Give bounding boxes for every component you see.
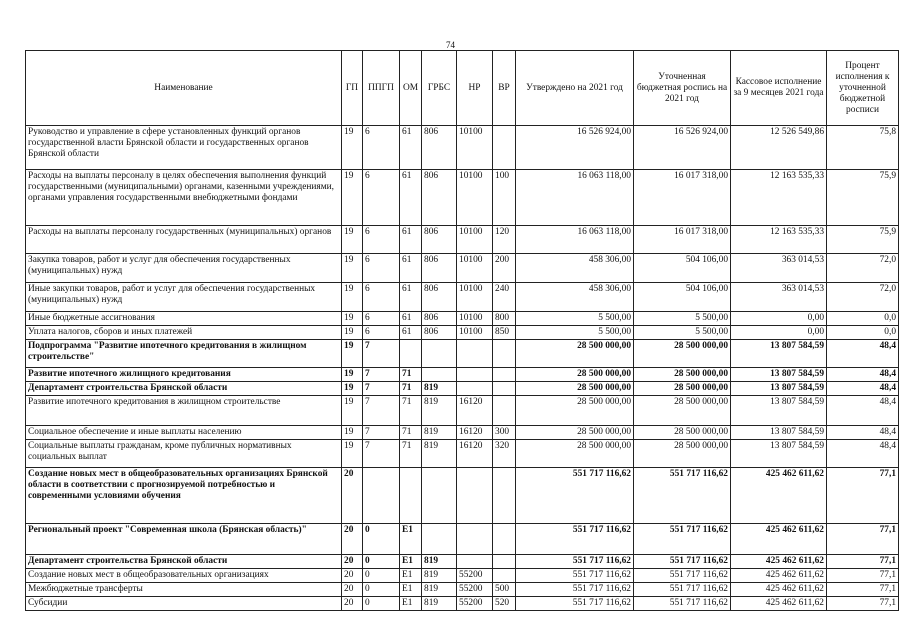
table-cell: 20 [342,555,363,569]
table-cell: 16 526 924,00 [516,126,634,170]
table-cell: 551 717 116,62 [634,583,731,597]
table-cell: 551 717 116,62 [516,569,634,583]
table-cell: Развитие ипотечного кредитования в жилищном строительстве [26,396,342,426]
table-cell: 61 [400,170,422,226]
page-number: 74 [446,40,455,50]
table-cell: 55200 [457,597,493,611]
table-cell: Иные бюджетные ассигнования [26,312,342,326]
table-cell: 48,4 [827,440,899,468]
table-cell: 77,1 [827,468,899,524]
table-cell: 16 017 318,00 [634,170,731,226]
table-cell: 806 [422,226,457,254]
table-cell: 20 [342,583,363,597]
table-row [26,583,899,597]
table-cell: 551 717 116,62 [634,597,731,611]
table-cell: Межбюджетные трансферты [26,583,342,597]
table-cell: 28 500 000,00 [516,440,634,468]
table-cell: 55200 [457,583,493,597]
table-cell: 5 500,00 [516,312,634,326]
table-cell: 19 [342,426,363,440]
table-cell: 7 [363,368,400,382]
table-cell: 10100 [457,170,493,226]
table-cell: 5 500,00 [634,312,731,326]
table-row [26,283,899,312]
table-cell: 75,8 [827,126,899,170]
table-row [26,569,899,583]
table-row [26,226,899,254]
table-cell: 12 163 535,33 [731,226,827,254]
table-cell: 19 [342,226,363,254]
table-cell: 13 807 584,59 [731,368,827,382]
table-cell: 12 526 549,86 [731,126,827,170]
table-cell: 6 [363,326,400,340]
table-cell: 7 [363,396,400,426]
table-cell: 16 017 318,00 [634,226,731,254]
table-cell: 20 [342,468,363,524]
table-cell: 425 462 611,62 [731,555,827,569]
table-cell [422,468,457,524]
table-cell: 20 [342,524,363,555]
header-cell: Процент исполнения к уточненной бюджетной росписи [827,51,899,126]
table-cell: 48,4 [827,368,899,382]
table-cell: Подпрограмма "Развитие ипотечного кредитования в жилищном строительстве" [26,340,342,368]
table-cell: Создание новых мест в общеобразовательных организациях Брянской области в соответствии с прогнозируемой потребностью и современными условиями обучения [26,468,342,524]
header-cell: Уточненная бюджетная роспись на 2021 год [634,51,731,126]
table-cell: 806 [422,326,457,340]
table-cell: 0 [363,569,400,583]
table-cell: 0,0 [827,312,899,326]
table-cell: 19 [342,440,363,468]
table-cell: 806 [422,312,457,326]
table-cell: E1 [400,597,422,611]
table-row [26,396,899,426]
table-cell [457,524,493,555]
table-cell: E1 [400,583,422,597]
table-cell [493,555,516,569]
table-cell: 28 500 000,00 [634,396,731,426]
table-row [26,170,899,226]
table-cell [493,468,516,524]
table-cell: 28 500 000,00 [516,426,634,440]
table-body [26,126,899,611]
header-cell: НР [457,51,493,126]
table-cell: 19 [342,340,363,368]
table-cell [493,569,516,583]
table-cell: 320 [493,440,516,468]
table-row [26,326,899,340]
table-row [26,368,899,382]
table-cell: 28 500 000,00 [516,396,634,426]
table-cell [457,382,493,396]
header-cell: ГП [342,51,363,126]
table-cell [493,524,516,555]
table-cell [493,126,516,170]
table-cell: 819 [422,583,457,597]
table-cell: 551 717 116,62 [516,468,634,524]
table-cell: 77,1 [827,583,899,597]
budget-table [25,50,899,611]
table-cell: 75,9 [827,170,899,226]
table-cell [493,396,516,426]
table-cell: 16 063 118,00 [516,226,634,254]
table-cell: 71 [400,382,422,396]
table-row [26,597,899,611]
table-cell: 28 500 000,00 [634,340,731,368]
table-cell [400,468,422,524]
table-cell: 71 [400,396,422,426]
table-cell: Иные закупки товаров, работ и услуг для обеспечения государственных (муниципальных) нужд [26,283,342,312]
header-cell: Наименование [26,51,342,126]
table-cell: E1 [400,524,422,555]
table-cell: 300 [493,426,516,440]
table-cell: 551 717 116,62 [634,468,731,524]
table-cell: 819 [422,426,457,440]
table-cell: 20 [342,597,363,611]
table-cell: 61 [400,326,422,340]
table-cell [457,340,493,368]
table-cell: Департамент строительства Брянской области [26,382,342,396]
header-cell: ГРБС [422,51,457,126]
table-cell: 0,00 [731,326,827,340]
table-cell: 48,4 [827,396,899,426]
table-cell: 551 717 116,62 [516,583,634,597]
table-cell: 551 717 116,62 [634,524,731,555]
table-cell: 16 063 118,00 [516,170,634,226]
table-cell: 20 [342,569,363,583]
table-cell: 61 [400,254,422,283]
table-row [26,340,899,368]
table-cell: 10100 [457,326,493,340]
table-cell: 61 [400,283,422,312]
table-cell: 71 [400,426,422,440]
table-cell: 0 [363,583,400,597]
table-cell: 7 [363,440,400,468]
table-cell [493,340,516,368]
table-cell: 7 [363,340,400,368]
table-cell: 48,4 [827,382,899,396]
table-cell: 120 [493,226,516,254]
table-cell: 28 500 000,00 [634,426,731,440]
table-row [26,555,899,569]
table-cell: 806 [422,170,457,226]
table-cell: 28 500 000,00 [634,368,731,382]
table-cell: 806 [422,126,457,170]
table-cell: 850 [493,326,516,340]
table-cell: 19 [342,126,363,170]
table-cell: 551 717 116,62 [516,597,634,611]
table-row [26,426,899,440]
table-cell: 61 [400,126,422,170]
table-row [26,440,899,468]
table-cell: 5 500,00 [516,326,634,340]
table-cell: 16120 [457,440,493,468]
table-cell: Социальное обеспечение и иные выплаты населению [26,426,342,440]
table-cell [457,555,493,569]
table-cell [400,340,422,368]
table-cell: 819 [422,569,457,583]
table-cell: 240 [493,283,516,312]
table-cell: 72,0 [827,283,899,312]
table-cell: 551 717 116,62 [516,524,634,555]
table-cell: 551 717 116,62 [634,555,731,569]
header-row [26,51,899,126]
table-cell: 819 [422,440,457,468]
table-cell: 7 [363,426,400,440]
table-cell: 28 500 000,00 [516,368,634,382]
header-cell: Утверждено на 2021 год [516,51,634,126]
table-cell: 500 [493,583,516,597]
table-cell: 819 [422,555,457,569]
table-cell: 19 [342,396,363,426]
table-cell: 19 [342,326,363,340]
table-cell: 363 014,53 [731,283,827,312]
table-cell: Расходы на выплаты персоналу государственных (муниципальных) органов [26,226,342,254]
table-cell: 819 [422,382,457,396]
table-cell: 13 807 584,59 [731,426,827,440]
table-row [26,254,899,283]
table-cell: 100 [493,170,516,226]
table-cell [422,340,457,368]
table-cell: 551 717 116,62 [516,555,634,569]
table-cell: 458 306,00 [516,283,634,312]
table-cell: 10100 [457,226,493,254]
table-cell: Развитие ипотечного жилищного кредитования [26,368,342,382]
table-cell: 0,00 [731,312,827,326]
table-cell: Региональный проект "Современная школа (Брянская область)" [26,524,342,555]
table-cell: 55200 [457,569,493,583]
table-cell: 363 014,53 [731,254,827,283]
table-cell: 77,1 [827,524,899,555]
table-cell: 425 462 611,62 [731,524,827,555]
table-cell: 19 [342,382,363,396]
table-cell: 77,1 [827,555,899,569]
table-row [26,126,899,170]
header-cell: ОМ [400,51,422,126]
table-cell: 16120 [457,426,493,440]
table-cell [422,524,457,555]
table-cell [493,368,516,382]
table-cell: 71 [400,440,422,468]
table-cell: 71 [400,368,422,382]
table-cell: 425 462 611,62 [731,569,827,583]
table-cell [363,468,400,524]
table-cell: 425 462 611,62 [731,583,827,597]
table-cell: 19 [342,312,363,326]
table-cell: 504 106,00 [634,283,731,312]
table-cell: 200 [493,254,516,283]
table-cell [457,468,493,524]
table-cell: 16120 [457,396,493,426]
table-cell: 10100 [457,126,493,170]
table-cell: 504 106,00 [634,254,731,283]
table-cell: 6 [363,170,400,226]
table-cell: 0 [363,597,400,611]
table-cell: 28 500 000,00 [516,340,634,368]
table-cell: Закупка товаров, работ и услуг для обеспечения государственных (муниципальных) нужд [26,254,342,283]
table-cell: Социальные выплаты гражданам, кроме публичных нормативных социальных выплат [26,440,342,468]
table-cell: 72,0 [827,254,899,283]
table-cell: 16 526 924,00 [634,126,731,170]
table-row [26,382,899,396]
table-cell: Создание новых мест в общеобразовательных организациях [26,569,342,583]
table-cell [457,368,493,382]
table-row [26,468,899,524]
table-cell: 19 [342,283,363,312]
table-cell: Субсидии [26,597,342,611]
table-cell: 6 [363,126,400,170]
table-cell: Уплата налогов, сборов и иных платежей [26,326,342,340]
table-cell [422,368,457,382]
table-cell: 0,0 [827,326,899,340]
table-cell: 800 [493,312,516,326]
table-cell: E1 [400,569,422,583]
table-cell: 520 [493,597,516,611]
table-cell: 0 [363,555,400,569]
header-cell: ППГП [363,51,400,126]
table-cell: 10100 [457,312,493,326]
table-cell: 75,9 [827,226,899,254]
table-cell: 12 163 535,33 [731,170,827,226]
table-cell: 6 [363,312,400,326]
table-cell: Расходы на выплаты персоналу в целях обеспечения выполнения функций государственными (муниципальными) органами, казенными учреждениями, органами управления государственными внебюджетными фондами [26,170,342,226]
table-cell: E1 [400,555,422,569]
table-cell: 19 [342,170,363,226]
table-cell: 28 500 000,00 [516,382,634,396]
table-cell: 6 [363,283,400,312]
table-cell: 425 462 611,62 [731,597,827,611]
header-cell: Кассовое исполнение за 9 месяцев 2021 года [731,51,827,126]
table-cell: 77,1 [827,597,899,611]
table-cell: 48,4 [827,426,899,440]
table-cell: 819 [422,597,457,611]
table-cell: 13 807 584,59 [731,396,827,426]
table-cell: 819 [422,396,457,426]
table-cell: 10100 [457,283,493,312]
table-cell: 806 [422,254,457,283]
table-cell: 28 500 000,00 [634,440,731,468]
table-cell: 0 [363,524,400,555]
table-row [26,312,899,326]
table-cell: Департамент строительства Брянской области [26,555,342,569]
table-cell: 61 [400,226,422,254]
table-cell: 7 [363,382,400,396]
table-cell: 425 462 611,62 [731,468,827,524]
table-cell: 19 [342,368,363,382]
table-cell: 6 [363,254,400,283]
table-cell: 48,4 [827,340,899,368]
table-cell: 19 [342,254,363,283]
table-cell: 551 717 116,62 [634,569,731,583]
table-cell: 10100 [457,254,493,283]
table-cell [493,382,516,396]
table-cell: 77,1 [827,569,899,583]
table-row [26,524,899,555]
table-cell: 5 500,00 [634,326,731,340]
header-cell: ВР [493,51,516,126]
table-cell: 6 [363,226,400,254]
table-cell: 28 500 000,00 [634,382,731,396]
table-cell: 13 807 584,59 [731,340,827,368]
table-cell: 61 [400,312,422,326]
table-cell: Руководство и управление в сфере установленных функций органов государственной власти Брянской области и государственных органов Брянской области [26,126,342,170]
table-cell: 13 807 584,59 [731,382,827,396]
table-cell: 458 306,00 [516,254,634,283]
table-cell: 13 807 584,59 [731,440,827,468]
table-cell: 806 [422,283,457,312]
